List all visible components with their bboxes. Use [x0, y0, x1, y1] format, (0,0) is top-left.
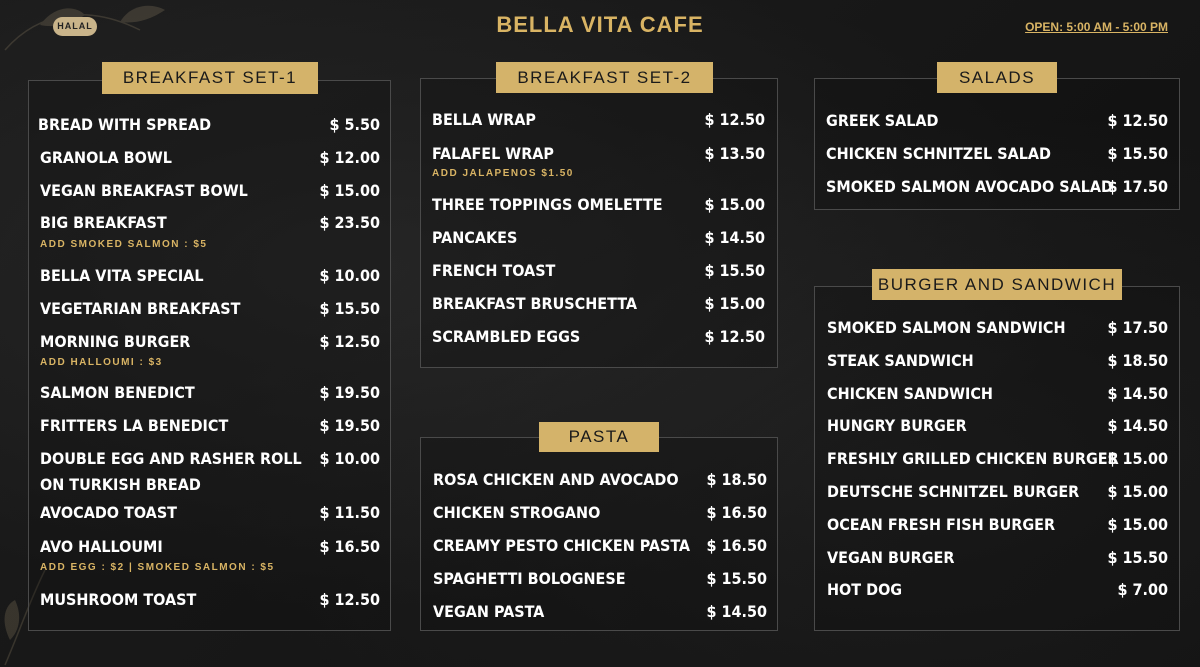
item-note: ADD SMOKED SALMON : $5 [40, 239, 208, 250]
halal-badge: HALAL [53, 17, 97, 36]
page-title: BELLA VITA CAFE [496, 12, 704, 37]
burger-sandwich-title: BURGER AND SANDWICH [872, 269, 1122, 300]
pasta-title: PASTA [539, 422, 659, 452]
item-note: ADD HALLOUMI : $3 [40, 357, 163, 368]
breakfast-set-2-title: BREAKFAST SET-2 [496, 62, 713, 93]
breakfast-set-1-title: BREAKFAST SET-1 [102, 62, 318, 94]
opening-hours: OPEN: 5:00 AM - 5:00 PM [1025, 20, 1168, 34]
salads-title: SALADS [937, 62, 1057, 93]
item-note: ADD EGG : $2 | SMOKED SALMON : $5 [40, 562, 275, 573]
item-note: ADD JALAPENOS $1.50 [432, 168, 574, 179]
